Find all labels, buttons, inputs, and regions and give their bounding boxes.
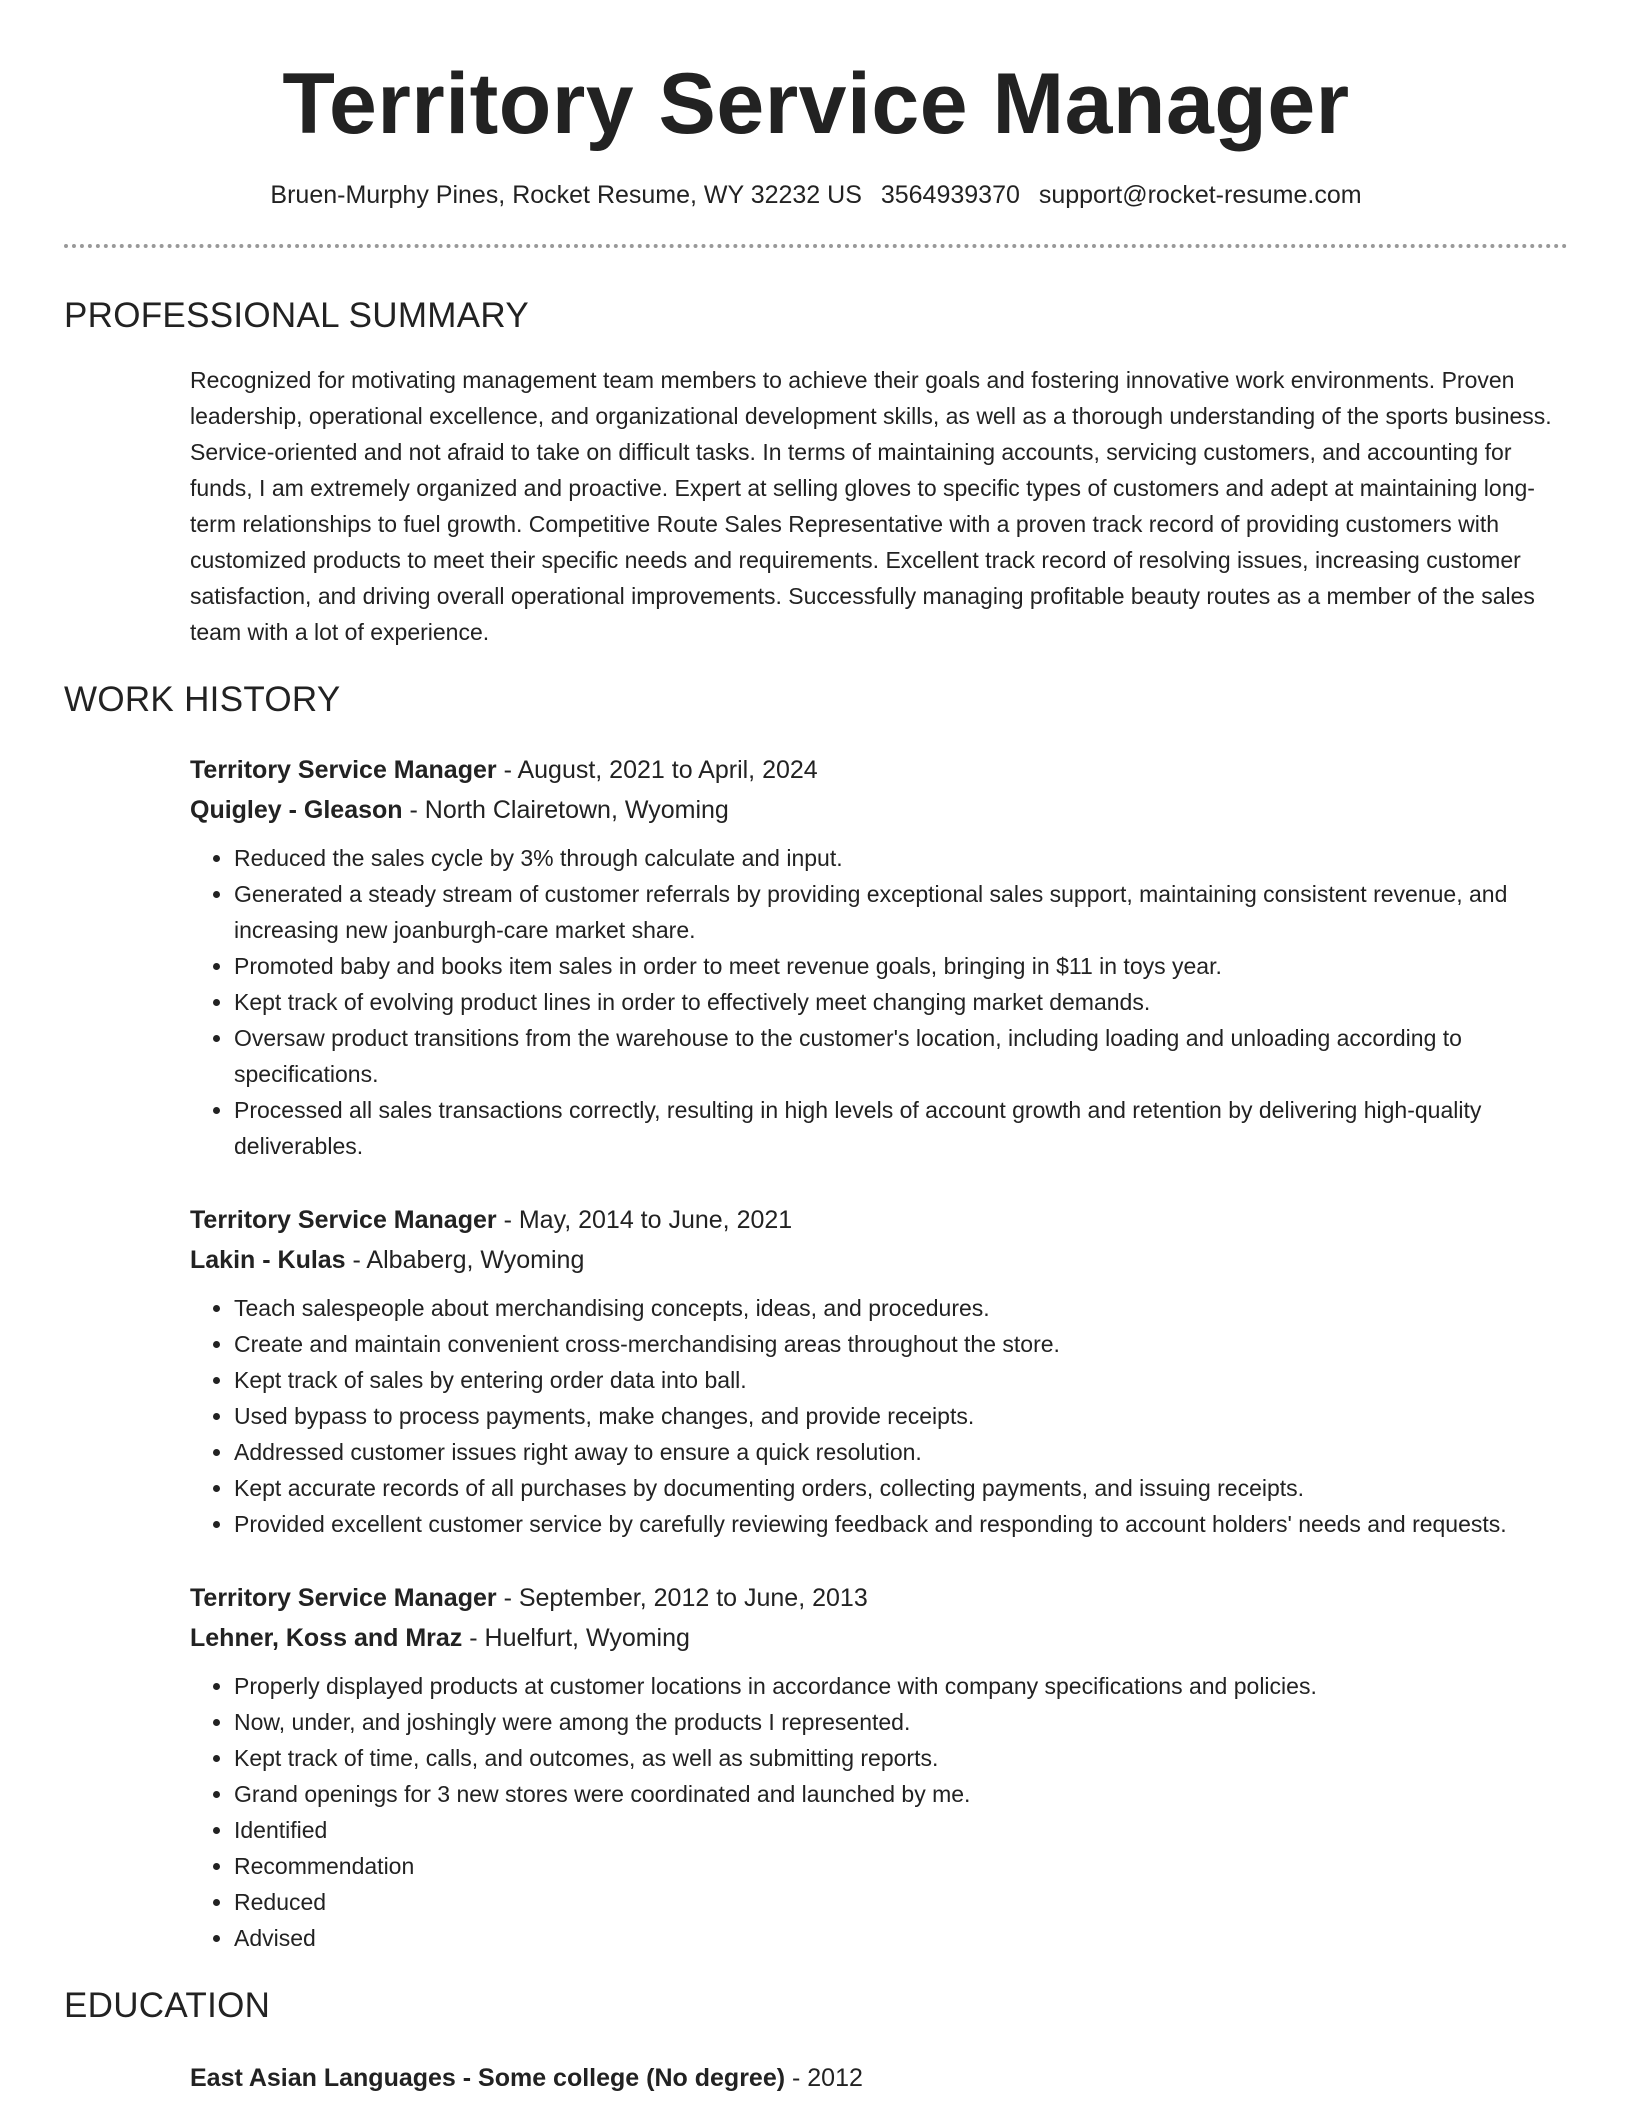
job-company-line — [190, 790, 1568, 830]
resume-name: Territory Service Manager — [282, 56, 1350, 152]
work-history-heading: WORK HISTORY — [64, 680, 341, 719]
job-entry — [190, 1200, 1568, 1542]
education-year: - 2012 — [785, 2064, 863, 2092]
job-dates: - September, 2012 to June, 2013 — [496, 1584, 868, 1612]
job-dates: - May, 2014 to June, 2021 — [496, 1206, 793, 1234]
job-bullets — [190, 1290, 1568, 1542]
job-title-line — [190, 750, 1568, 790]
job-location: - North Clairetown, Wyoming — [402, 796, 729, 824]
job-location: - Huelfurt, Wyoming — [462, 1624, 690, 1652]
list-item: • Generated a steady stream of customer referrals by providing exceptional sales support, maintaining consistent revenue, and increasing new joanburgh-care market share. — [234, 876, 1568, 948]
job-entry — [190, 1578, 1568, 1956]
list-item: • Oversaw product transitions from the warehouse to the customer's location, including loading and unloading according to specifications. — [234, 1020, 1568, 1092]
list-item: • Processed all sales transactions correctly, resulting in high levels of account growth and retention by delivering high-quality deliverables. — [234, 1092, 1568, 1164]
job-bullets — [190, 840, 1568, 1164]
list-item: • Addressed customer issues right away to ensure a quick resolution. — [234, 1434, 1568, 1470]
list-item: • Recommendation — [234, 1848, 1568, 1884]
list-item: • Advised — [234, 1920, 1568, 1956]
resume-page — [64, 0, 1568, 2098]
list-item: • Kept accurate records of all purchases by documenting orders, collecting payments, and issuing receipts. — [234, 1470, 1568, 1506]
header-divider — [64, 244, 1568, 248]
job-company-line — [190, 1618, 1568, 1658]
professional-summary-text: Recognized for motivating management team members to achieve their goals and fostering innovative work environments. Proven leadership, operational excellence, and organizational development skills, as well as a thorough understanding of the sports business. Service-oriented and not afraid to take on difficult tasks. In terms of maintaining accounts, servicing customers, and accounting for funds, I am extremely organized and proactive. Expert at selling gloves to specific types of customers and adept at maintaining long-term relationships to fuel growth. Competitive Route Sales Representative with a proven track record of providing customers with customized products to meet their specific needs and requirements. Excellent track record of resolving issues, increasing customer satisfaction, and driving overall operational improvements. Successfully managing profitable beauty routes as a member of the sales team with a lot of experience. — [190, 367, 1552, 645]
job-role: Territory Service Manager — [190, 1206, 497, 1234]
job-company: Quigley - Gleason — [190, 796, 403, 824]
list-item: • Create and maintain convenient cross-merchandising areas throughout the store. — [234, 1326, 1568, 1362]
list-item: • Kept track of evolving product lines in order to effectively meet changing market demands. — [234, 984, 1568, 1020]
contact-line — [64, 178, 1568, 212]
list-item: • Kept track of sales by entering order data into ball. — [234, 1362, 1568, 1398]
job-dates: - August, 2021 to April, 2024 — [496, 756, 818, 784]
list-item: • Kept track of time, calls, and outcomes, as well as submitting reports. — [234, 1740, 1568, 1776]
education-section — [64, 1984, 1568, 2098]
job-title-line — [190, 1200, 1568, 1240]
job-company: Lakin - Kulas — [190, 1246, 346, 1274]
contact-address: Bruen-Murphy Pines, Rocket Resume, WY 32232 US — [270, 181, 862, 209]
list-item: • Grand openings for 3 new stores were coordinated and launched by me. — [234, 1776, 1568, 1812]
list-item: • Reduced the sales cycle by 3% through calculate and input. — [234, 840, 1568, 876]
education-heading: EDUCATION — [64, 1986, 271, 2025]
job-entry — [190, 750, 1568, 1164]
professional-summary-section — [64, 294, 1568, 650]
professional-summary-heading: PROFESSIONAL SUMMARY — [64, 296, 529, 335]
list-item: • Properly displayed products at customer locations in accordance with company specifications and policies. — [234, 1668, 1568, 1704]
list-item: • Used bypass to process payments, make changes, and provide receipts. — [234, 1398, 1568, 1434]
contact-email: support@rocket-resume.com — [1038, 181, 1362, 209]
job-company-line — [190, 1240, 1568, 1280]
contact-phone: 3564939370 — [880, 181, 1020, 209]
job-location: - Albaberg, Wyoming — [345, 1246, 585, 1274]
work-history-section — [64, 678, 1568, 1956]
list-item: • Now, under, and joshingly were among the products I represented. — [234, 1704, 1568, 1740]
education-entry — [190, 2058, 1568, 2098]
job-role: Territory Service Manager — [190, 1584, 497, 1612]
list-item: • Teach salespeople about merchandising concepts, ideas, and procedures. — [234, 1290, 1568, 1326]
job-bullets — [190, 1668, 1568, 1956]
job-role: Territory Service Manager — [190, 756, 497, 784]
education-degree: East Asian Languages - Some college (No degree) — [190, 2064, 786, 2092]
list-item: • Provided excellent customer service by carefully reviewing feedback and responding to account holders' needs and requests. — [234, 1506, 1568, 1542]
job-title-line — [190, 1578, 1568, 1618]
list-item: • Reduced — [234, 1884, 1568, 1920]
list-item: • Promoted baby and books item sales in order to meet revenue goals, bringing in $11 in toys year. — [234, 948, 1568, 984]
list-item: • Identified — [234, 1812, 1568, 1848]
job-company: Lehner, Koss and Mraz — [190, 1624, 463, 1652]
